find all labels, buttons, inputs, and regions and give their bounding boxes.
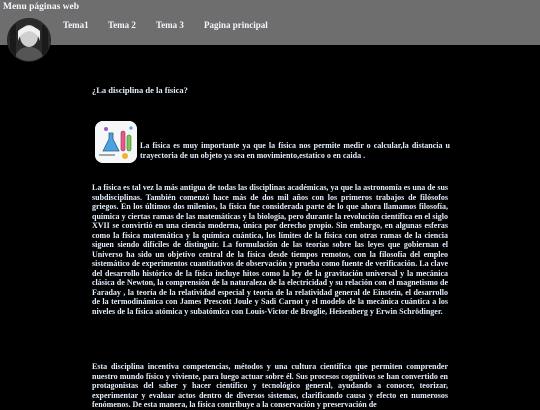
- paragraph-competencies: Esta disciplina incentiva competencias, métodos y una cultura científica que permiten comprender nuestro mundo físico y viviente, para luego actuar sobre él. Sus procesos cognitivos se han convertido en protagonistas del saber y hacer científico y tecnológico general, ayudando a conocer, teorizar, experimentar y evaluar actos dentro de diversos sistemas, clarificando causa y efecto en numerosos fenómenos. De esta manera, la física contribuye a la conservación y preservación de: [92, 362, 448, 409]
- header-bar: [0, 0, 540, 45]
- portrait-logo: [7, 18, 51, 62]
- nav-pagina-principal[interactable]: Pagina principal: [204, 20, 268, 30]
- paragraph-history: La física es tal vez la más antigua de todas las disciplinas académicas, ya que la astronomía es una de sus subdisciplinas. También comenzó hace más de dos mil años con los primeros trabajos de filósofos griegos. En los últimos dos milenios, la física fue considerada parte de lo que ahora llamamos filosofía, química y ciertas ramas de las matemáticas y la biología, pero durante la revolución científica en el siglo XVII se convirtió en una ciencia moderna, única por derecho propio. Sin embargo, en algunas esferas como la física matemática y la química cuántica, los límites de la física con otras ramas de la ciencia siguen siendo difíciles de distinguir. La formulación de las teorías sobre las leyes que gobiernan el Universo ha sido un objetivo central de la física desde tiempos remotos, con la filosofía del empleo sistemático de experimentos cuantitativos de observación y prueba como fuente de verificación. La clave del desarrollo histórico de la física incluye hitos como la ley de la gravitación universal y la mecánica clásica de Newton, la comprensión de la naturaleza de la electricidad y su relación con el magnetismo de Faraday , la teoría de la relatividad especial y teoría de la relatividad general de Einstein, el desarrollo de la termodinámica con James Prescott Joule y Sadi Carnot y el modelo de la mecánica cuántica a los niveles de la física atómica y subatómica con Louis-Victor de Broglie, Heisenberg y Erwin Schrödinger.: [92, 183, 448, 316]
- menu-title: Menu páginas web: [3, 2, 80, 12]
- nav-tema3[interactable]: Tema 3: [156, 20, 184, 30]
- nav-tema2[interactable]: Tema 2: [108, 20, 136, 30]
- page-heading: ¿La disciplina de la física?: [92, 85, 188, 95]
- science-lab-icon: [95, 121, 137, 163]
- nav-tema1[interactable]: Tema1: [63, 20, 89, 30]
- intro-text: La física es muy importante ya que la física nos permite medir o calcular,la distancia u trayectoria de un objeto ya sea en movimiento,estatico o en caida .: [140, 141, 450, 160]
- portrait-logo-icon: [8, 19, 50, 61]
